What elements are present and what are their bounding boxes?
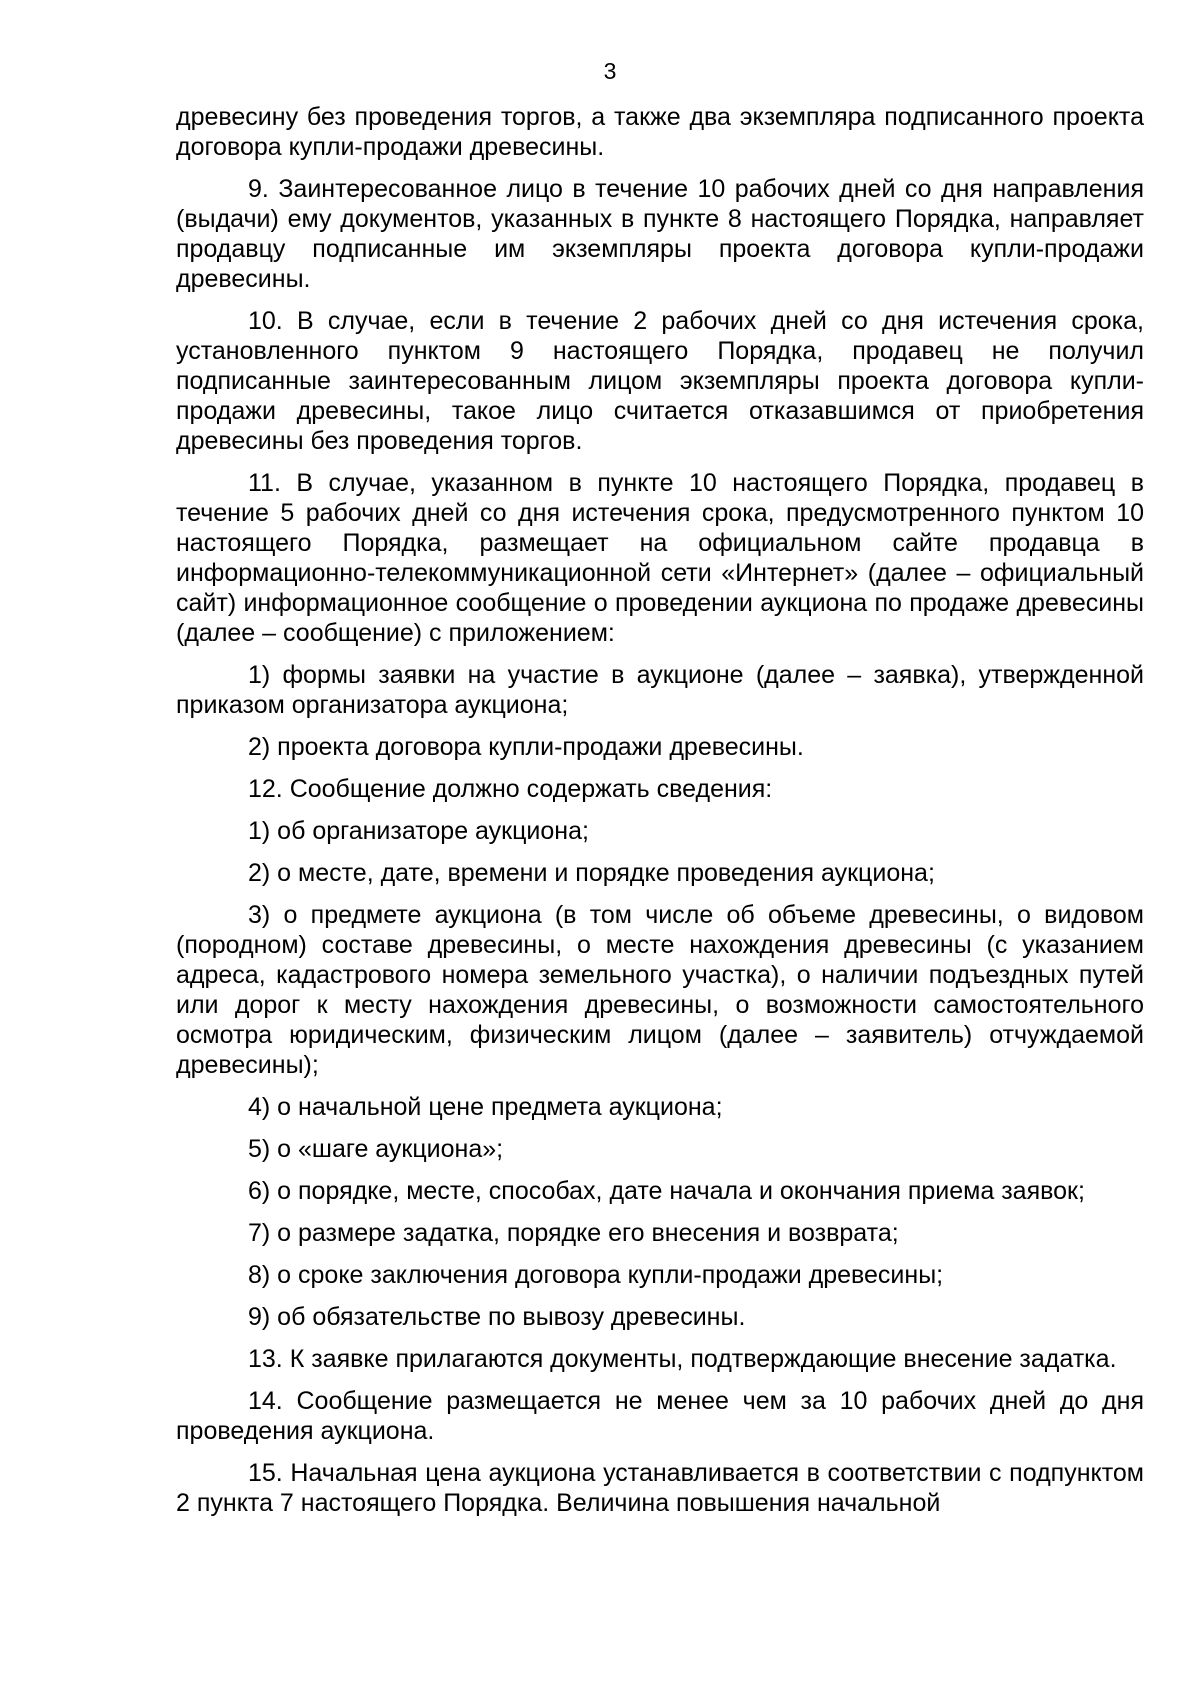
document-body bbox=[176, 102, 1144, 1518]
paragraph-item-14: 14. Сообщение размещается не менее чем за 10 рабочих дней до дня проведения аукциона. bbox=[176, 1387, 1144, 1445]
paragraph-item-11: 11. В случае, указанном в пункте 10 настоящего Порядка, продавец в течение 5 рабочих дней со дня истечения срока, предусмотренного пунктом 10 настоящего Порядка, размещает на официальном сайте продавца в информационно-телекоммуникационной сети «Интернет» (далее – официальный сайт) информационное сообщение о проведении аукциона по продаже древесины (далее – сообщение) с приложением: bbox=[176, 469, 1144, 647]
paragraph-subitem: 9) об обязательстве по вывозу древесины. bbox=[248, 1303, 746, 1331]
paragraph-subitem: 3) о предмете аукциона (в том числе об объеме древесины, о видовом (породном) составе древесины, о месте нахождения древесины (с указанием адреса, кадастрового номера земельного участка), о наличии подъездных путей или дорог к месту нахождения древесины, о возможности самостоятельного осмотра юридическим, физическим лицом (далее – заявитель) отчуждаемой древесины); bbox=[176, 901, 1144, 1079]
paragraph-item-10: 10. В случае, если в течение 2 рабочих дней со дня истечения срока, установленного пунктом 9 настоящего Порядка, продавец не получил подписанные заинтересованным лицом экземпляры проекта договора купли-продажи древесины, такое лицо считается отказавшимся от приобретения древесины без проведения торгов. bbox=[176, 307, 1144, 455]
paragraph-subitem: 7) о размере задатка, порядке его внесения и возврата; bbox=[248, 1219, 899, 1247]
paragraph-subitem: 6) о порядке, месте, способах, дате начала и окончания приема заявок; bbox=[248, 1177, 1085, 1205]
paragraph-continuation: древесину без проведения торгов, а также два экземпляра подписанного проекта договора купли-продажи древесины. bbox=[176, 103, 1144, 161]
paragraph-subitem: 2) о месте, дате, времени и порядке проведения аукциона; bbox=[248, 859, 935, 887]
paragraph-subitem: 1) об организаторе аукциона; bbox=[248, 817, 589, 845]
paragraph-item-9: 9. Заинтересованное лицо в течение 10 рабочих дней со дня направления (выдачи) ему документов, указанных в пункте 8 настоящего Порядка, направляет продавцу подписанные им экземпляры проекта договора купли-продажи древесины. bbox=[176, 175, 1144, 293]
paragraph-item-13: 13. К заявке прилагаются документы, подтверждающие внесение задатка. bbox=[248, 1345, 1117, 1373]
paragraph-subitem: 5) о «шаге аукциона»; bbox=[248, 1135, 504, 1163]
paragraph-item-15: 15. Начальная цена аукциона устанавливается в соответствии с подпунктом 2 пункта 7 настоящего Порядка. Величина повышения начальной bbox=[176, 1459, 1144, 1517]
page-number: 3 bbox=[603, 58, 617, 84]
paragraph-item-12: 12. Сообщение должно содержать сведения: bbox=[248, 775, 773, 803]
paragraph-subitem: 2) проекта договора купли-продажи древесины. bbox=[248, 733, 804, 761]
paragraph-subitem: 1) формы заявки на участие в аукционе (далее – заявка), утвержденной приказом организатора аукциона; bbox=[176, 661, 1144, 719]
paragraph-subitem: 4) о начальной цене предмета аукциона; bbox=[248, 1093, 723, 1121]
paragraph-subitem: 8) о сроке заключения договора купли-продажи древесины; bbox=[248, 1261, 944, 1289]
